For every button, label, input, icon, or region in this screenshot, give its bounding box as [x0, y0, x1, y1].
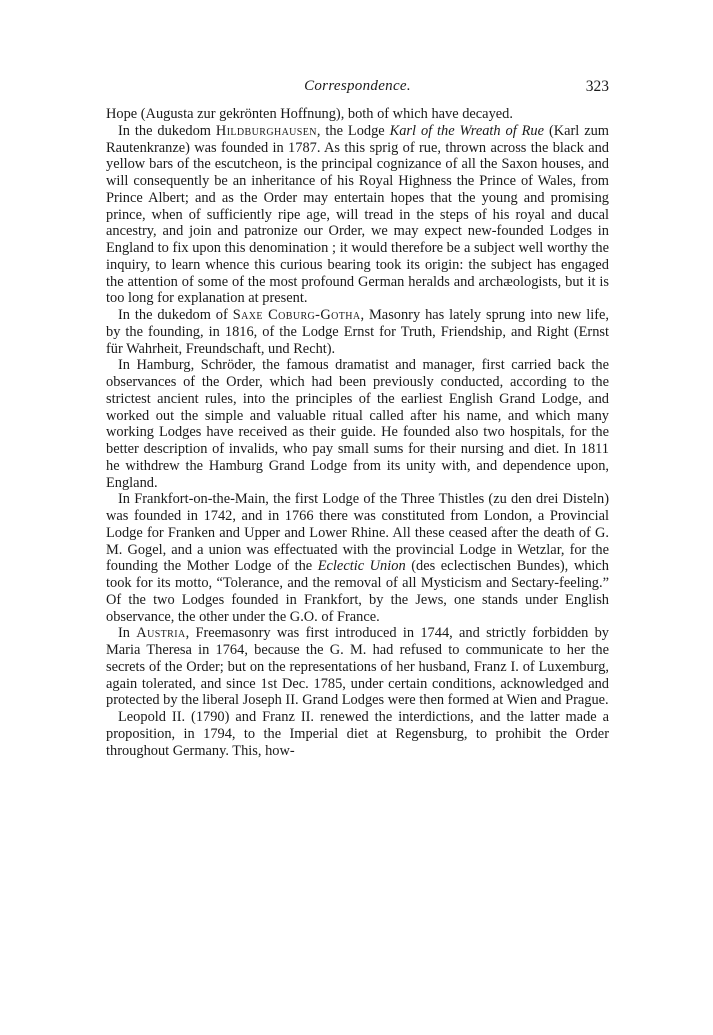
- running-head: [106, 78, 609, 106]
- text-run: , the Lodge: [316, 122, 390, 139]
- paragraph-hope: [106, 106, 609, 123]
- paragraph-austria: [106, 625, 609, 709]
- paragraph-saxe-coburg-gotha: [106, 307, 609, 357]
- paragraph-hamburg: [106, 357, 609, 491]
- paragraph-hildburghausen: [106, 123, 609, 307]
- place-name: Hildburghausen: [215, 122, 317, 139]
- text-run: In Hamburg, Schröder, the famous dramatist and manager, first carried back the observances of the Order, which had been previously conducted, according to the strictest ancient rules, into the principles of the earliest English Grand Lodge, and worked out the simple and valuable ritual called after his name, and which many working Lodges have received as their guide. He founded also two hospitals, for the better description of invalids, who pay small sums for their nursing and diet. In 1811 he withdrew the Hamburg Grand Lodge from its unity with, and dependence upon, England.: [106, 357, 609, 491]
- text-run: Hope (Augusta zur gekrönten Hoffnung), both of which have decayed.: [106, 106, 513, 122]
- place-name: Saxe Coburg-Gotha: [232, 307, 361, 323]
- lodge-name: Karl of the Wreath of Rue: [389, 122, 545, 139]
- page-number: 323: [585, 78, 609, 95]
- text-run: In: [118, 625, 137, 642]
- text-run: In the dukedom of: [118, 307, 233, 323]
- text-run: In Frankfort-on-the-Main, the first Lodge of the Three Thistles (zu den drei Disteln) was founded in 1742, and in 1766 there was constituted from London, a Provincial Lodge for Franken and Upper and Lower Rhine. All these ceased after the death of G. M. Gogel, and a union was effectuated with the provincial Lodge in Wetzlar, for the founding the Mother Lodge of the: [106, 491, 609, 575]
- lodge-name: Eclectic Union: [317, 558, 406, 575]
- paragraph-leopold: [106, 709, 609, 759]
- running-title: Correspondence.: [304, 78, 411, 94]
- text-run: , Freemasonry was first introduced in 1744, and strictly forbidden by Maria Theresa in 1764, because the G. M. had refused to communicate to her the secrets of the Order; but on the representations of her husband, Franz I. of Luxemburg, again tolerated, and since 1st Dec. 1785, under certain conditions, acknowledged and protected by the liberal Joseph II. Grand Lodges were then formed at Wien and Prague.: [106, 625, 609, 709]
- text-run: , Masonry has lately sprung into new life, by the founding, in 1816, of the Lodge Ernst for Truth, Friendship, and Right (Ernst für Wahrheit, Freundschaft, und Recht).: [106, 307, 609, 357]
- book-page: [106, 78, 609, 759]
- place-name: Austria: [136, 625, 186, 642]
- text-run: Leopold II. (1790) and Franz II. renewed the interdictions, and the latter made a proposition, in 1794, to the Imperial diet at Regensburg, to prohibit the Order throughout Germany. This, how-: [106, 709, 609, 759]
- body-text: [106, 106, 609, 759]
- text-run: In the dukedom: [118, 122, 216, 139]
- text-run: (Karl zum Rautenkranze) was founded in 1787. As this sprig of rue, thrown across the black and yellow bars of the escutcheon, is the principal cognizance of all the Saxon houses, and will consequently be an inheritance of his Royal Highness the Prince of Wales, from Prince Albert; and as the Order may entertain hopes that the young and promising prince, when of sufficiently ripe age, will tread in the steps of his royal and ducal ancestry, and join and patronize our Order, we may expect new-founded Lodges in England to fix upon this denomination ; it would therefore be a subject well worthy the inquiry, to learn whence this curious bearing took its origin: the subject has engaged the attention of some of the most profound German heralds and archæologists, but it is too long for explanation at present.: [106, 122, 609, 307]
- text-run: (des eclectischen Bundes), which took for its motto, “Tolerance, and the removal of all Mysticism and Sectary-feeling.” Of the two Lodges founded in Frankfort, by the Jews, one stands under English observance, the other under the G.O. of France.: [106, 558, 610, 625]
- paragraph-frankfort: [106, 491, 609, 625]
